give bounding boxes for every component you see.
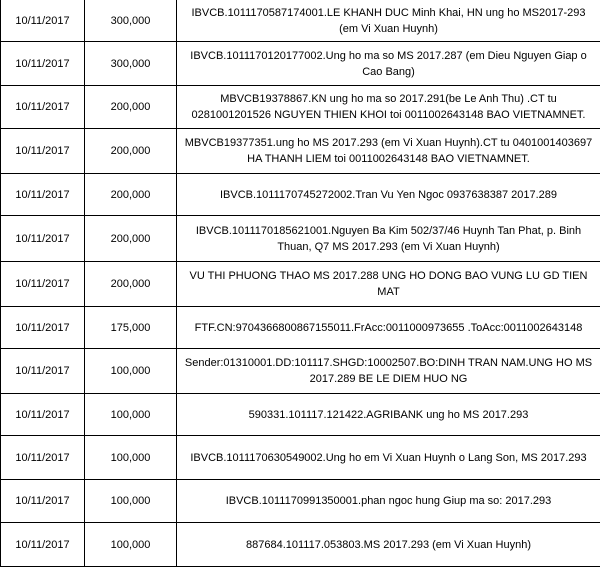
description-cell: IBVCB.1011170120177002.Ung ho ma so MS 2017.287 (em Dieu Nguyen Giap o Cao Bang)	[177, 42, 600, 86]
date-cell: 10/11/2017	[1, 216, 85, 262]
description-cell: IBVCB.1011170185621001.Nguyen Ba Kim 502/37/46 Huynh Tan Phat, p. Binh Thuan, Q7 MS 2017.293 (em Vi Xuan Huynh)	[177, 216, 600, 262]
table-row	[1, 86, 600, 129]
table-row	[1, 307, 600, 349]
date-cell: 10/11/2017	[1, 523, 85, 567]
amount-cell: 200,000	[85, 129, 177, 174]
amount-cell: 200,000	[85, 216, 177, 262]
description-cell: MBVCB19377351.ung ho MS 2017.293 (em Vi Xuan Huynh).CT tu 0401001403697 HA THANH LIEM toi 0011002643148 BAO VIETNAMNET.	[177, 129, 600, 174]
amount-cell: 200,000	[85, 262, 177, 307]
amount-cell: 175,000	[85, 307, 177, 349]
amount-cell: 100,000	[85, 436, 177, 480]
description-cell: IBVCB.1011170630549002.Ung ho em Vi Xuan Huynh o Lang Son, MS 2017.293	[177, 436, 600, 480]
table-row	[1, 480, 600, 523]
table-row	[1, 42, 600, 86]
amount-cell: 100,000	[85, 394, 177, 436]
description-cell: MBVCB19378867.KN ung ho ma so 2017.291(be Le Anh Thu) .CT tu 0281001201526 NGUYEN THIEN KHOI toi 0011002643148 BAO VIETNAMNET.	[177, 86, 600, 129]
description-cell: IBVCB.1011170587174001.LE KHANH DUC Minh Khai, HN ung ho MS2017-293 (em Vi Xuan Huynh)	[177, 0, 600, 42]
date-cell: 10/11/2017	[1, 436, 85, 480]
table-row	[1, 349, 600, 394]
amount-cell: 100,000	[85, 480, 177, 523]
description-cell: FTF.CN:9704366800867155011.FrAcc:0011000973655 .ToAcc:0011002643148	[177, 307, 600, 349]
amount-cell: 200,000	[85, 86, 177, 129]
description-cell: 887684.101117.053803.MS 2017.293 (em Vi Xuan Huynh)	[177, 523, 600, 567]
date-cell: 10/11/2017	[1, 42, 85, 86]
date-cell: 10/11/2017	[1, 394, 85, 436]
description-cell: IBVCB.1011170745272002.Tran Vu Yen Ngoc 0937638387 2017.289	[177, 174, 600, 216]
amount-cell: 300,000	[85, 42, 177, 86]
description-cell: VU THI PHUONG THAO MS 2017.288 UNG HO DONG BAO VUNG LU GD TIEN MAT	[177, 262, 600, 307]
date-cell: 10/11/2017	[1, 129, 85, 174]
date-cell: 10/11/2017	[1, 86, 85, 129]
description-cell: IBVCB.1011170991350001.phan ngoc hung Giup ma so: 2017.293	[177, 480, 600, 523]
table-row	[1, 174, 600, 216]
amount-cell: 300,000	[85, 0, 177, 42]
description-cell: Sender:01310001.DD:101117.SHGD:10002507.BO:DINH TRAN NAM.UNG HO MS 2017.289 BE LE DIEM HUO NG	[177, 349, 600, 394]
table-row	[1, 394, 600, 436]
table-row	[1, 0, 600, 42]
table-row	[1, 523, 600, 567]
amount-cell: 100,000	[85, 523, 177, 567]
amount-cell: 200,000	[85, 174, 177, 216]
date-cell: 10/11/2017	[1, 0, 85, 42]
date-cell: 10/11/2017	[1, 262, 85, 307]
amount-cell: 100,000	[85, 349, 177, 394]
table-row	[1, 262, 600, 307]
date-cell: 10/11/2017	[1, 307, 85, 349]
date-cell: 10/11/2017	[1, 480, 85, 523]
table-row	[1, 436, 600, 480]
table-row	[1, 216, 600, 262]
date-cell: 10/11/2017	[1, 174, 85, 216]
description-cell: 590331.101117.121422.AGRIBANK ung ho MS 2017.293	[177, 394, 600, 436]
table-row	[1, 129, 600, 174]
date-cell: 10/11/2017	[1, 349, 85, 394]
